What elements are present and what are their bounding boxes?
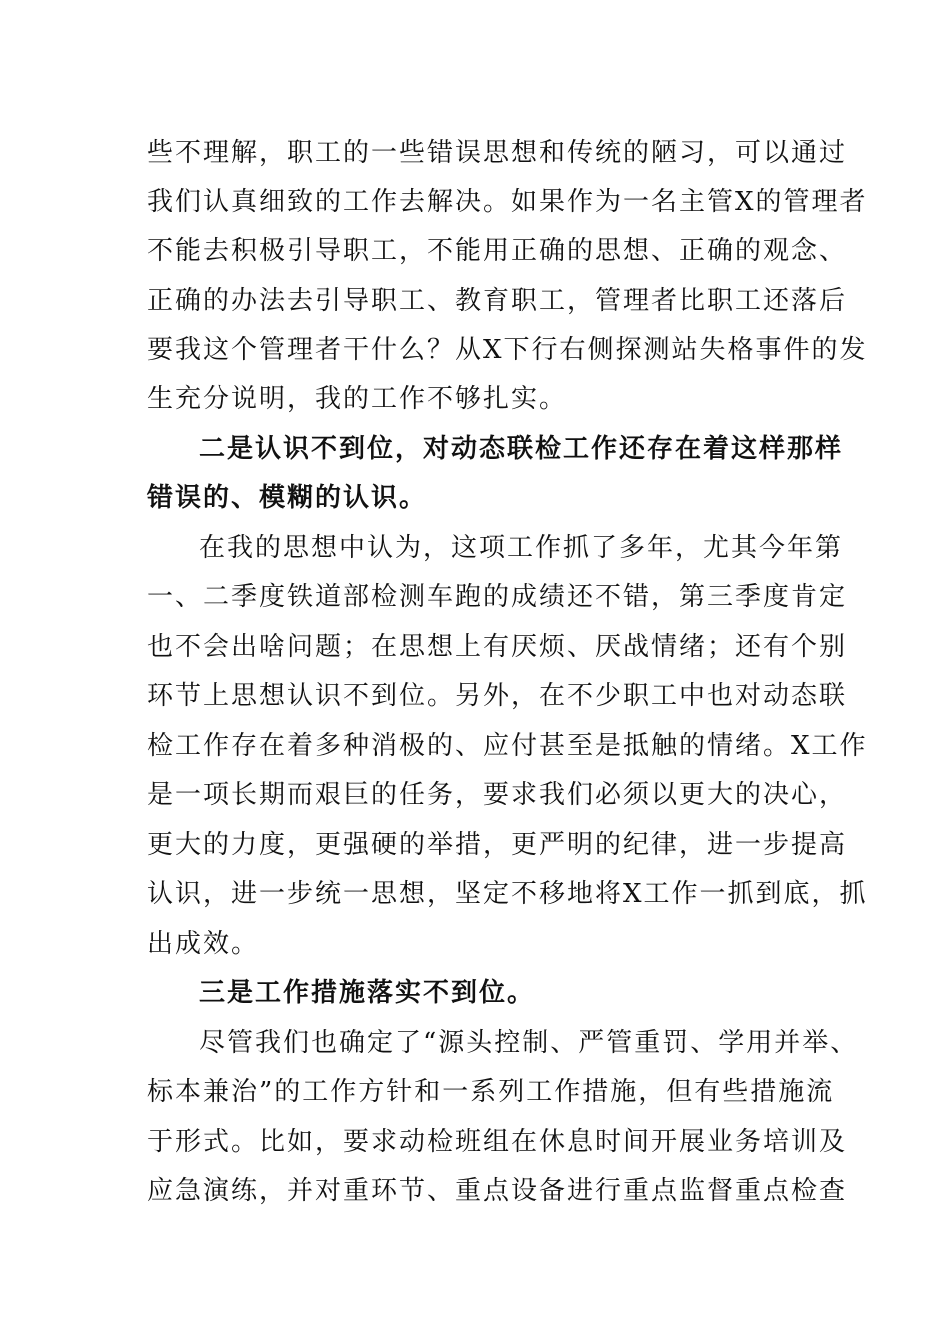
text-line: 要我这个管理者干什么？从X下行右侧探测站失格事件的发 [147, 335, 868, 365]
text-line: 也不会出啥问题；在思想上有厌烦、厌战情绪；还有个别 [147, 632, 848, 662]
text-line: 应急演练，并对重环节、重点设备进行重点监督重点检查 [147, 1176, 848, 1206]
text-line: 不能去积极引导职工，不能用正确的思想、正确的观念、 [147, 236, 848, 266]
text-line: 尽管我们也确定了“源头控制、严管重罚、学用并举、 [199, 1028, 859, 1058]
section-heading: 二是认识不到位，对动态联检工作还存在着这样那样 [199, 434, 844, 464]
text-line: 在我的思想中认为，这项工作抓了多年，尤其今年第 [199, 533, 844, 563]
section-heading: 三是工作措施落实不到位。 [199, 978, 536, 1008]
text-line: 于形式。比如，要求动检班组在休息时间开展业务培训及 [147, 1127, 848, 1157]
text-line: 我们认真细致的工作去解决。如果作为一名主管X的管理者 [147, 187, 868, 217]
text-line: 些不理解，职工的一些错误思想和传统的陋习，可以通过 [147, 138, 848, 168]
text-line: 是一项长期而艰巨的任务，要求我们必须以更大的决心， [147, 780, 848, 810]
section-heading: 错误的、模糊的认识。 [147, 483, 428, 513]
text-line: 出成效。 [147, 929, 260, 959]
text-line: 环节上思想认识不到位。另外，在不少职工中也对动态联 [147, 681, 848, 711]
text-line: 生充分说明，我的工作不够扎实。 [147, 384, 568, 414]
text-line: 正确的办法去引导职工、教育职工，管理者比职工还落后 [147, 286, 848, 316]
text-line: 一、二季度铁道部检测车跑的成绩还不错，第三季度肯定 [147, 582, 848, 612]
text-line: 更大的力度，更强硬的举措，更严明的纪律，进一步提高 [147, 830, 848, 860]
text-line: 认识，进一步统一思想，坚定不移地将X工作一抓到底，抓 [147, 879, 868, 909]
text-line: 检工作存在着多种消极的、应付甚至是抵触的情绪。X工作 [147, 731, 868, 761]
text-line: 标本兼治”的工作方针和一系列工作措施，但有些措施流 [147, 1077, 835, 1107]
